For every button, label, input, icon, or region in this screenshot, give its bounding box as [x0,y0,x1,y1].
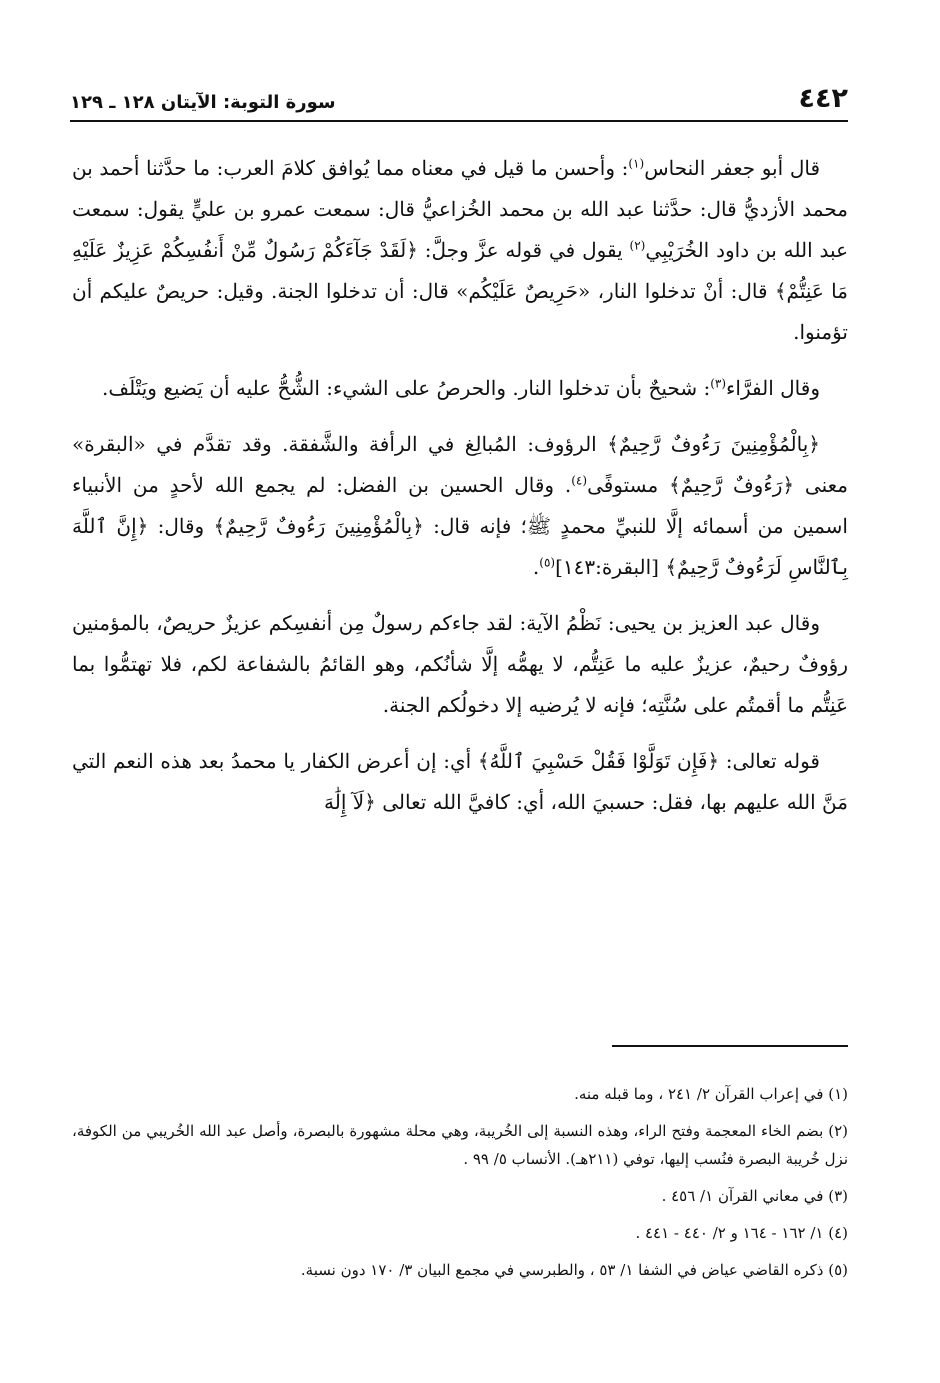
footnote-ref: (٢) [629,238,646,253]
paragraph-text: يقول في قوله عزَّ وجلَّ: ﴿لَقَدْ جَآءَكُمْ رَسُولٌ مِّنْ أَنفُسِكُمْ عَزِيزٌ عَلَيْهِ مَا عَنِتُّمْ﴾ قال: أنْ تدخلوا النار، «حَرِيصٌ عَلَيْكُم» قال: أن تدخلوا الجنة. وقيل: حريصٌ عليكم أن تؤمنوا. [72,238,848,344]
footnotes [72,1080,848,1293]
paragraph-text: . [532,555,540,579]
paragraph [72,424,848,588]
paragraph-text: : وأحسن ما قيل في معناه مما يُوافق كلامَ العرب: ما حدَّثنا أحمد بن محمد الأزديُّ قال: حدَّثنا عبد الله بن محمد الخُزاعيُّ قال: سمعت عمرو بن عليٍّ يقول: سمعت عبد الله بن داود الخُرَيْبِي [72,156,849,262]
paragraph [72,148,848,353]
paragraph-text: : شحيحٌ بأن تدخلوا النار. والحرصُ على الشيء: الشُّحُّ عليه أن يَضيع ويَتْلَف. [102,376,711,400]
paragraph [72,368,848,409]
footnote-divider [612,1045,848,1047]
footnote: (٣) في معاني القرآن ١/ ٤٥٦ . [661,1187,848,1205]
footnote: (٤) ١/ ١٦٢ - ١٦٤ و ٢/ ٤٤٠ - ٤٤١ . [635,1224,848,1242]
running-title: سورة التوبة: الآيتان ١٢٨ ـ ١٢٩ [70,92,336,113]
footnote-ref: (٤) [571,473,588,488]
paragraph [72,741,848,823]
footnote: (١) في إعراب القرآن ٢/ ٢٤١ ، وما قبله منه. [574,1085,848,1103]
footnote: (٢) بضم الخاء المعجمة وفتح الراء، وهذه النسبة إلى الخُريبة، وهي محلة مشهورة بالبصرة، وأصل عبد الله الخُريبي من الكوفة، نزل خُريبة البصرة فنُسب إليها، توفي (٢١١هـ). الأنساب ٥/ ٩٩ . [72,1122,848,1168]
paragraph-text: قوله تعالى: ﴿فَإِن تَوَلَّوْا فَقُلْ حَسْبِيَ ٱللَّهُ﴾ أي: إن أعرض الكفار يا محمدُ بعد هذه النعم التي مَنَّ الله عليهم بها، فقل: حسبيَ الله، أي: كافيَّ الله تعالى ﴿لَآ إِلَٰهَ [72,749,848,814]
paragraph-text: وقال عبد العزيز بن يحيى: نَظْمُ الآية: لقد جاءكم رسولٌ مِن أنفسِكم عزيزٌ حريصٌ، بالمؤمنين رؤوفٌ رحيمٌ، عزيزٌ عليه ما عَنِتُّم، لا يهمُّه إلَّا شأنُكم، وهو القائمُ بالشفاعة لكم، فلا تهتمُّوا بما عَنِتُّم ما أقمتُم على سُنَّتِه؛ فإنه لا يُرضيه إلا دخولُكم الجنة. [72,611,848,717]
page-number: ٤٤٢ [798,83,848,114]
paragraph-text: ﴿بِالْمُؤْمِنِينَ رَءُوفٌ رَّحِيمٌ﴾ الرؤوف: المُبالِغ في الرأفة والشَّفقة. وقد تقدَّم في «البقرة» معنى ﴿رَءُوفٌ رَّحِيمٌ﴾ مستوفًى [72,432,848,497]
footnote: (٥) ذكره القاضي عياض في الشفا ١/ ٥٣ ، والطبرسي في مجمع البيان ٣/ ١٧٠ دون نسبة. [300,1261,848,1279]
footnote-ref: (١) [628,156,645,171]
paragraph [72,603,848,726]
footnote-ref: (٥) [539,555,556,570]
main-text [72,148,848,838]
page-header [70,72,848,122]
paragraph-text: وقال الفرَّاء [726,376,820,400]
paragraph-text: قال أبو جعفر النحاس [644,156,821,180]
footnote-ref: (٣) [710,376,727,391]
paragraph-text: . وقال الحسين بن الفضل: لم يجمع الله لأحدٍ من الأنبياء اسمين من أسمائه إلَّا للنبيِّ محمدٍ ﷺ؛ فإنه قال: ﴿بِالْمُؤْمِنِينَ رَءُوفٌ رَّحِيمٌ﴾ وقال: ﴿إِنَّ ٱللَّهَ بِٱلنَّاسِ لَرَءُوفٌ رَّحِيمٌ﴾ [البقرة:١٤٣] [72,473,848,579]
